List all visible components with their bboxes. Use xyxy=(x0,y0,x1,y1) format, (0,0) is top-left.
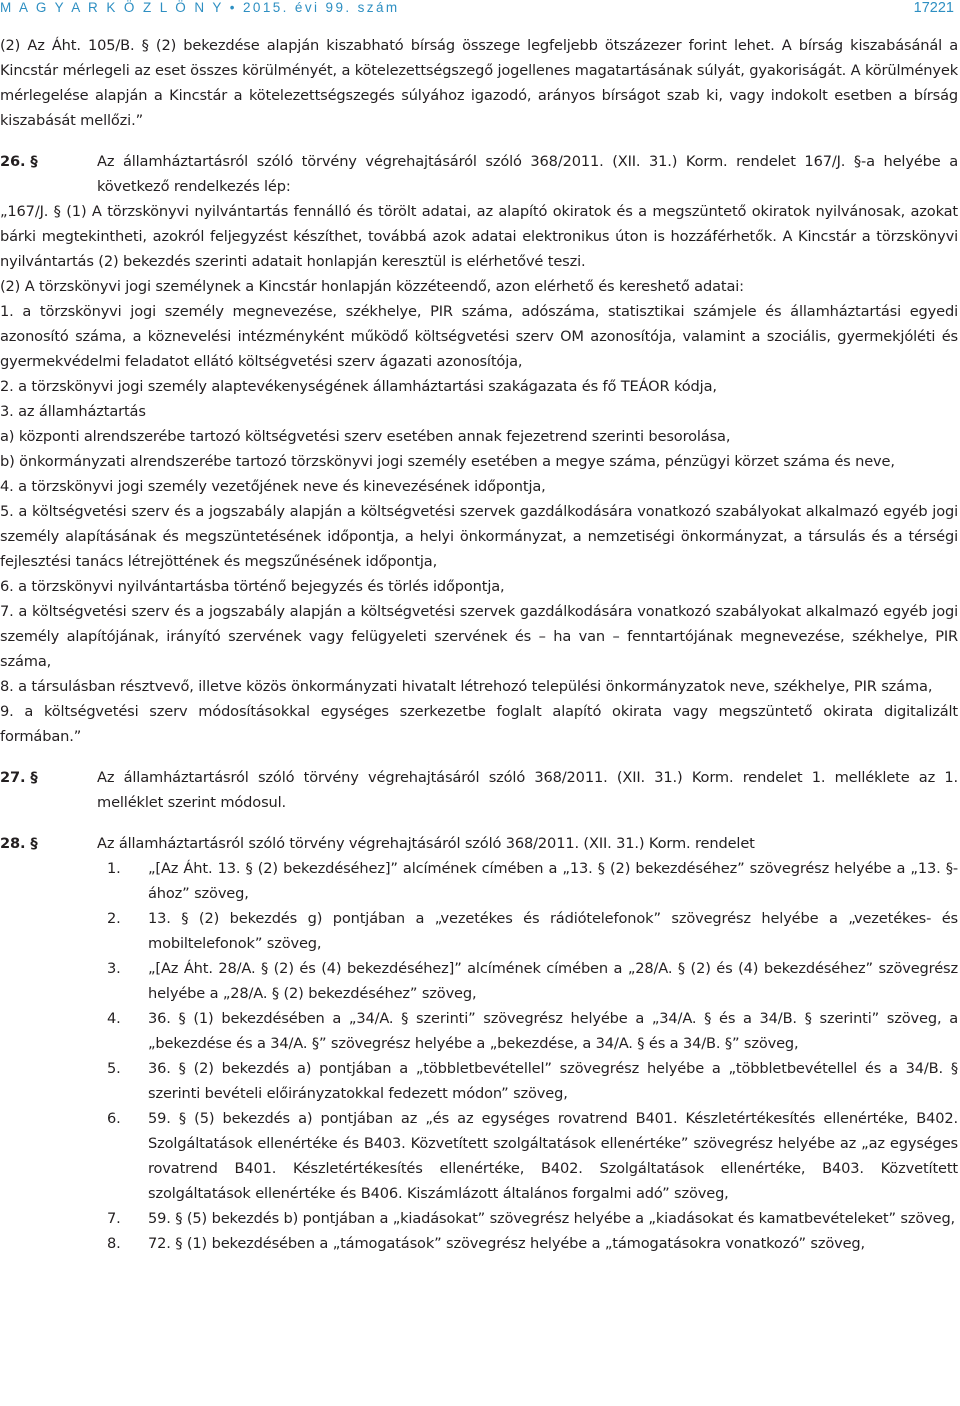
paragraph: 3. az államháztartás xyxy=(0,403,146,420)
list-item-number: 5. xyxy=(107,1060,121,1077)
section-number: 26. § xyxy=(0,153,38,170)
list-item xyxy=(0,1106,958,1206)
section-number: 28. § xyxy=(0,835,38,852)
section-27 xyxy=(0,765,958,815)
list-item-text: 72. § (1) bekezdésében a „támogatások” szövegrész helyébe a „támogatásokra vonatkozó” szöveg, xyxy=(148,1235,866,1252)
list-item-text: 59. § (5) bekezdés a) pontjában az „és az egységes rovatrend B401. Készletértékesítés ellenértéke, B402. Szolgáltatások ellenértéke és B403. Közvetített szolgáltatások ellenértéke” szövegrész helyébe az „az egységes rovatrend B401. Készletértékesítés ellenértéke, B402. Szolgáltatások ellenértéke, B403. Közvetített szolgáltatások ellenértéke és B406. Kiszámlázott általános forgalmi adó” szöveg, xyxy=(148,1110,958,1202)
list-item-text: 13. § (2) bekezdés g) pontjában a „vezetékes és rádiótelefonok” szövegrész helyébe a „vezetékes- és mobiltelefonok” szöveg, xyxy=(148,910,958,952)
list-item-text: „[Az Áht. 13. § (2) bekezdéséhez]” alcímének címében a „13. § (2) bekezdéséhez” szövegrész helyébe a „13. §-ához” szöveg, xyxy=(148,860,958,902)
list-item-number: 7. xyxy=(107,1210,121,1227)
section-text: Az államháztartásról szóló törvény végrehajtásáról szóló 368/2011. (XII. 31.) Korm. rendelet 1. melléklete az 1. melléklet szerint módosul. xyxy=(97,769,958,811)
paragraph: 2. a törzskönyvi jogi személy alaptevékenységének államháztartási szakágazata és fő TEÁOR kódja, xyxy=(0,378,717,395)
section-text: Az államháztartásról szóló törvény végrehajtásáról szóló 368/2011. (XII. 31.) Korm. rendelet 167/J. §-a helyébe a következő rendelkezés lép: xyxy=(97,153,958,195)
list-item-number: 6. xyxy=(107,1110,121,1127)
paragraph: a) központi alrendszerébe tartozó költségvetési szerv esetében annak fejezetrend szerinti besorolása, xyxy=(0,428,731,445)
list-item xyxy=(0,1006,958,1056)
paragraph: 1. a törzskönyvi jogi személy megnevezése, székhelye, PIR száma, adószáma, statisztikai számjele és államháztartási egyedi azonosító száma, a köznevelési intézményként működő költségvetési szerv OM azonosítója, valamint a szociális, gyermekjóléti és gyermekvédelmi feladatot ellátó költségvetési szerv ágazati azonosítója, xyxy=(0,303,958,370)
section-text: Az államháztartásról szóló törvény végrehajtásáról szóló 368/2011. (XII. 31.) Korm. rendelet xyxy=(97,835,755,852)
page-number: 17221 xyxy=(913,0,954,16)
section-28 xyxy=(0,831,958,856)
paragraph: 7. a költségvetési szerv és a jogszabály alapján a költségvetési szervek gazdálkodására vonatkozó szabályokat alkalmazó egyéb jogi személy alapítójának, irányító szervének vagy felügyeleti szervének és – ha van – fenntartójának megnevezése, székhelye, PIR száma, xyxy=(0,603,958,670)
section-number: 27. § xyxy=(0,769,38,786)
list-item xyxy=(0,956,958,1006)
list-item-number: 2. xyxy=(107,910,121,927)
paragraph: 5. a költségvetési szerv és a jogszabály alapján a költségvetési szervek gazdálkodására vonatkozó szabályokat alkalmazó egyéb jogi személy alapításának és megszüntetésének időpontja, a helyi önkormányzat, a nemzetiségi önkormányzat, a társulás és a térségi fejlesztési tanács létrejöttének és megszűnésének időpontja, xyxy=(0,503,958,570)
list-item xyxy=(0,1206,958,1231)
paragraph: 9. a költségvetési szerv módosításokkal egységes szerkezetbe foglalt alapító okirata vagy megszüntető okirata digitalizált formában.” xyxy=(0,703,958,745)
paragraph: 4. a törzskönyvi jogi személy vezetőjének neve és kinevezésének időpontja, xyxy=(0,478,546,495)
list-item-number: 1. xyxy=(107,860,121,877)
paragraph: 6. a törzskönyvi nyilvántartásba történő bejegyzés és törlés időpontja, xyxy=(0,578,505,595)
list-item-number: 3. xyxy=(107,960,121,977)
list-item-text: 36. § (1) bekezdésében a „34/A. § szerinti” szövegrész helyébe a „34/A. § és a 34/B. § szerinti” szöveg, a „bekezdése és a 34/A. §” szövegrész helyébe a „bekezdése, a 34/A. § és a 34/B. §” szöveg, xyxy=(148,1010,958,1052)
list-item-text: „[Az Áht. 28/A. § (2) és (4) bekezdéséhez]” alcímének címében a „28/A. § (2) és (4) bekezdéséhez” szövegrész helyébe a „28/A. § (2) bekezdéséhez” szöveg, xyxy=(148,960,958,1002)
list-item-text: 59. § (5) bekezdés b) pontjában a „kiadásokat” szövegrész helyébe a „kiadásokat és kamatbevételeket” szöveg, xyxy=(148,1210,956,1227)
section-26 xyxy=(0,149,958,199)
intro-paragraph: (2) Az Áht. 105/B. § (2) bekezdése alapján kiszabható bírság összege legfeljebb ötszázezer forint lehet. A bírság kiszabásánál a Kincstár mérlegeli az eset összes körülményét, a kötelezettségszegő jogellenes magatartásának súlyát, gyakoriságát. A körülmények mérlegelése alapján a Kincstár a kötelezettségszegés súlyához igazodó, arányos bírságot szab ki, vagy indokolt esetben a bírság kiszabását mellőzi.” xyxy=(0,37,958,129)
list-item-text: 36. § (2) bekezdés a) pontjában a „többletbevétellel” szövegrész helyébe a „többletbevétellel és a 34/B. § szerinti bevételi előirányzatokkal fedezett módon” szöveg, xyxy=(148,1060,958,1102)
list-item-number: 4. xyxy=(107,1010,121,1027)
paragraph: 8. a társulásban résztvevő, illetve közös önkormányzati hivatalt létrehozó települési önkormányzatok neve, székhelye, PIR száma, xyxy=(0,678,933,695)
paragraph: „167/J. § (1) A törzskönyvi nyilvántartás fennálló és törölt adatai, az alapító okiratok és a megszüntető okiratok nyilvánosak, azokat bárki megtekintheti, azokról feljegyzést készíthet, továbbá azok adatai elektronikus úton is hozzáférhetők. A Kincstár a törzskönyvi nyilvántartás (2) bekezdés szerinti adatait honlapján keresztül is elérhetővé teszi. xyxy=(0,203,958,270)
list-item xyxy=(0,1231,958,1256)
list-item xyxy=(0,1056,958,1106)
paragraph: (2) A törzskönyvi jogi személynek a Kincstár honlapján közzéteendő, azon elérhető és kereshető adatai: xyxy=(0,278,744,295)
list-item-number: 8. xyxy=(107,1235,121,1252)
document-body xyxy=(0,33,958,1256)
list-item xyxy=(0,856,958,906)
paragraph: b) önkormányzati alrendszerébe tartozó törzskönyvi jogi személy esetében a megye száma, pénzügyi körzet száma és neve, xyxy=(0,453,895,470)
list-item xyxy=(0,906,958,956)
journal-header: M A G Y A R K Ö Z L Ö N Y • 2015. évi 99. szám xyxy=(0,0,400,15)
